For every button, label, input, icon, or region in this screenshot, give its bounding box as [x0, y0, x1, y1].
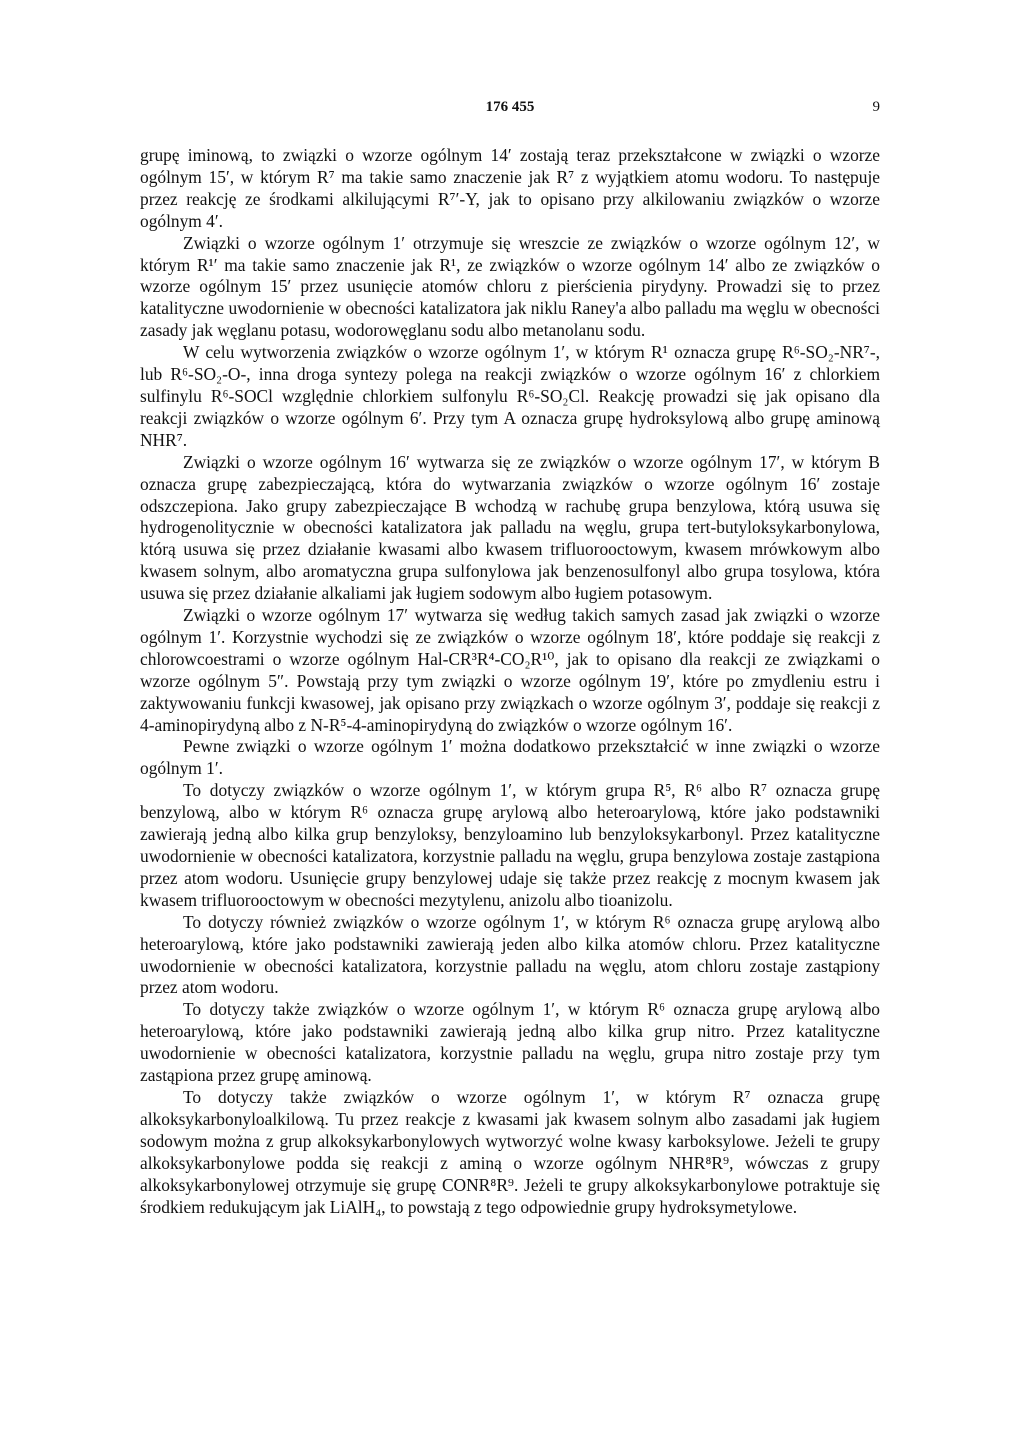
page-number: 9 [872, 99, 880, 115]
paragraph: Pewne związki o wzorze ogólnym 1′ można dodatkowo przekształcić w inne związki o wzorze ogólnym 1′. [140, 736, 880, 779]
paragraph: To dotyczy także związków o wzorze ogólnym 1′, w którym R⁷ oznacza grupę alkoksykarbonyloalkilową. Tu przez reakcje z kwasami jak kwasem solnym albo zasadami jak ługiem sodowym można z grup alkoksykarbonylowych wytworzyć wolne kwasy karboksylowe. Jeżeli te grupy alkoksykarbonylowe podda się reakcji z aminą o wzorze ogólnym NHR⁸R⁹, wówczas z grupy alkoksykarbonylowej otrzymuje się grupę CONR⁸R⁹. Jeżeli te grupy alkoksykarbonylowe potraktuje się środkiem redukującym jak LiAlH₄, to powstają z tego odpowiednie grupy hydroksymetylowe. [140, 1086, 880, 1217]
paragraph: Związki o wzorze ogólnym 16′ wytwarza się ze związków o wzorze ogólnym 17′, w którym B oznacza grupę zabezpieczającą, która do wytwarzania związków o wzorze ogólnym 16′ zostaje odszczepiona. Jako grupy zabezpieczające B wchodzą w rachubę grupa benzylowa, którą usuwa się hydrogenolitycznie w obecności katalizatora jak palladu na węglu, grupa tert-butyloksykarbonylowa, którą usuwa się przez działanie kwasami albo kwasem trifluorooctowym, kwasem mrówkowym albo kwasem solnym, albo aromatyczna grupa sulfonylowa jak benzenosulfonyl albo grupa tosylowa, która usuwa się przez działanie alkaliami jak ługiem sodowym albo ługiem potasowym. [140, 451, 880, 604]
paragraph: To dotyczy także związków o wzorze ogólnym 1′, w którym R⁶ oznacza grupę arylową albo heteroarylową, które jako podstawniki zawierają jedną albo kilka grup nitro. Przez katalityczne uwodornienie w obecności katalizatora, korzystnie palladu na węglu, grupa nitro zostaje przy tym zastąpiona przez grupę aminową. [140, 999, 880, 1086]
paragraph: grupę iminową, to związki o wzorze ogólnym 14′ zostają teraz przekształcone w związki o wzorze ogólnym 15′, w którym R⁷ ma takie samo znaczenie jak R⁷ z wyjątkiem atomu wodoru. To następuje przez reakcję ze środkami alkilującymi R⁷′-Y, jak to opisano przy alkilowaniu związków o wzorze ogólnym 4′. [140, 145, 880, 231]
paragraph: W celu wytworzenia związków o wzorze ogólnym 1′, w którym R¹ oznacza grupę R⁶-SO₂-NR⁷-, lub R⁶-SO₂-O-, inna droga syntezy polega na reakcji związków o wzorze ogólnym 16′ z chlorkiem sulfinylu R⁶-SOCl względnie chlorkiem sulfonylu R⁶-SO₂Cl. Reakcję prowadzi się jak opisano dla reakcji związków o wzorze ogólnym 6′. Przy tym A oznacza grupę hydroksylową albo grupę aminową NHR⁷. [140, 342, 880, 450]
paragraph: To dotyczy związków o wzorze ogólnym 1′, w którym grupa R⁵, R⁶ albo R⁷ oznacza grupę benzylową, albo w którym R⁶ oznacza grupę arylową albo heteroarylową, które jako podstawniki zawierają jedną albo kilka grup benzyloksy, benzyloamino lub benzyloksykarbonyl. Przez katalityczne uwodornienie w obecności katalizatora, korzystnie palladu na węglu, grupa benzylowa zostaje zastąpiona przez atom wodoru. Usunięcie grupy benzylowej udaje się także przez reakcję z mocnym kwasem jak kwasem trifluorooctowym w obecności mezytylenu, anizolu albo tioanizolu. [140, 780, 880, 910]
patent-number: 176 455 [485, 99, 535, 115]
paragraph: Związki o wzorze ogólnym 1′ otrzymuje się wreszcie ze związków o wzorze ogólnym 12′, w którym R¹′ ma takie samo znaczenie jak R¹, ze związków o wzorze ogólnym 14′ albo ze związków o wzorze ogólnym 15′ przez usunięcie atomów chloru z pierścienia pirydyny. Prowadzi się to przez katalityczne uwodornienie w obecności katalizatora jak niklu Raney'a albo palladu ma węglu w obecności zasady jak węglanu potasu, wodorowęglanu sodu albo metanolanu sodu. [140, 232, 880, 341]
document-body [140, 145, 880, 1218]
document-page [140, 95, 880, 1218]
paragraph: Związki o wzorze ogólnym 17′ wytwarza się według takich samych zasad jak związki o wzorze ogólnym 1′. Korzystnie wychodzi się ze związków o wzorze ogólnym 18′, które poddaje się reakcji z chlorowcoestrami o wzorze ogólnym Hal-CR³R⁴-CO₂R¹⁰, jak to opisano dla reakcji ze związkami o wzorze ogólnym 5″. Powstają przy tym związki o wzorze ogólnym 19′, które po zmydleniu estru i zaktywowaniu funkcji kwasowej, jak opisano przy związkach o wzorze ogólnym 3′, poddaje się reakcji z 4-aminopirydyną albo z N-R⁵-4-aminopirydyną do związków o wzorze ogólnym 16′. [140, 605, 880, 735]
paragraph: To dotyczy również związków o wzorze ogólnym 1′, w którym R⁶ oznacza grupę arylową albo heteroarylową, które jako podstawniki zawierają jeden albo kilka atomów chloru. Przez katalityczne uwodornienie w obecności katalizatora, korzystnie palladu na węglu, atom chloru zostaje zastąpiony przez atom wodoru. [140, 911, 880, 998]
page-header [140, 95, 880, 121]
